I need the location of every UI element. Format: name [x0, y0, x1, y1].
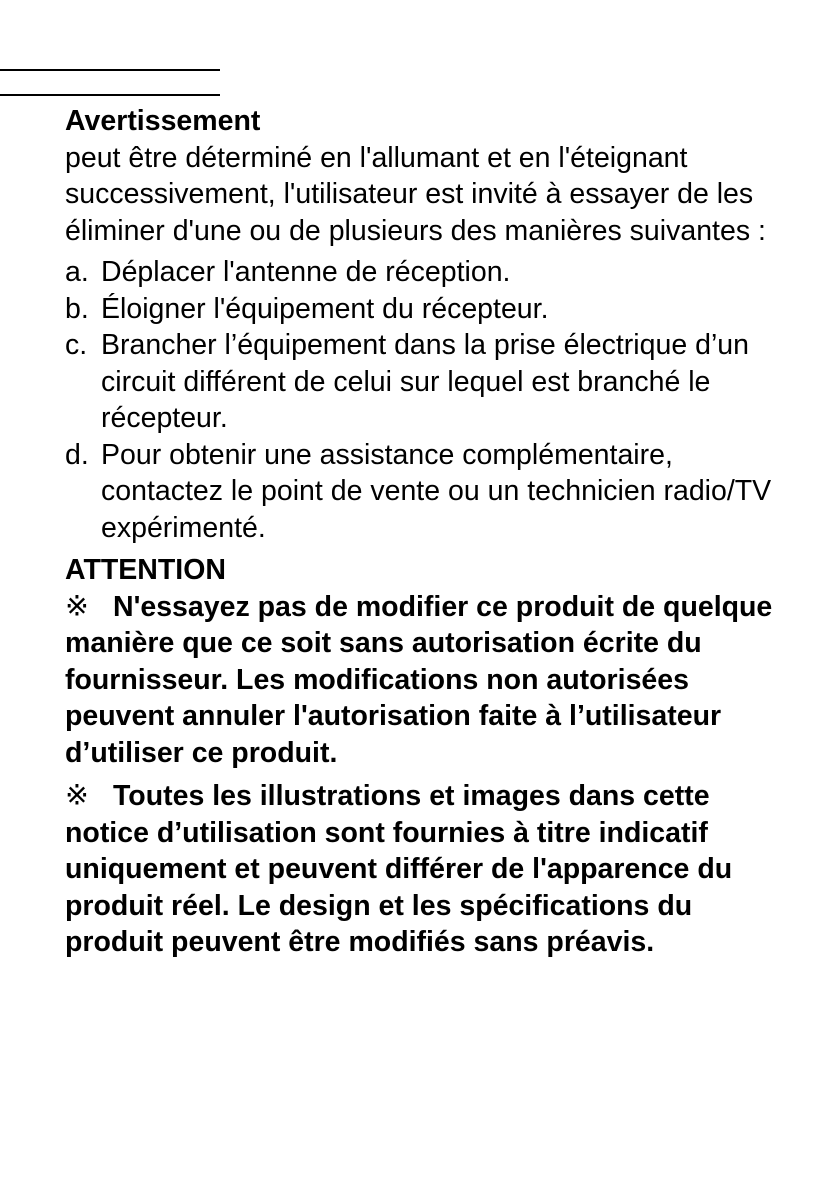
list-item: [65, 291, 795, 328]
document-body: [65, 103, 795, 961]
warning-paragraph: [65, 778, 795, 961]
top-rule: [0, 94, 220, 96]
list-marker: c.: [65, 329, 88, 361]
reference-mark-icon: ※: [65, 590, 89, 623]
reference-mark-icon: ※: [65, 780, 89, 812]
list-item: [65, 254, 795, 291]
steps-list: [65, 254, 795, 546]
list-marker: a.: [65, 256, 89, 288]
list-item: [65, 437, 795, 547]
attention-heading: ATTENTION: [65, 554, 226, 586]
warning-text: Toutes les illustrations et images dans cette notice d’utilisation sont fournies à titre indicatif uniquement et peuvent différer de l'apparence du produit réel. Le design et les spécifications du produit peuvent être modifiés sans préavis.: [65, 780, 733, 958]
list-marker: b.: [65, 292, 89, 325]
warning-paragraph: [65, 589, 795, 772]
list-item: [65, 327, 795, 437]
list-item-text: Pour obtenir une assistance complémentaire, contactez le point de vente ou un technicien radio/TV expérimenté.: [101, 438, 772, 544]
section-heading: Avertissement: [65, 105, 261, 137]
warning-text: N'essayez pas de modifier ce produit de quelque manière que ce soit sans autorisation écrite du fournisseur. Les modifications non autorisées peuvent annuler l'autorisation faite à l’utilisateur d’utiliser ce produit.: [65, 590, 773, 769]
top-rule: [0, 69, 220, 71]
list-item-text: Éloigner l'équipement du récepteur.: [101, 292, 549, 325]
intro-paragraph: peut être déterminé en l'allumant et en l'éteignant successivement, l'utilisateur est invité à essayer de les éliminer d'une ou de plusieurs des manières suivantes :: [65, 141, 766, 247]
list-item-text: Déplacer l'antenne de réception.: [101, 256, 511, 288]
list-marker: d.: [65, 438, 89, 471]
list-item-text: Brancher l’équipement dans la prise électrique d’un circuit différent de celui sur lequel est branché le récepteur.: [101, 329, 749, 434]
